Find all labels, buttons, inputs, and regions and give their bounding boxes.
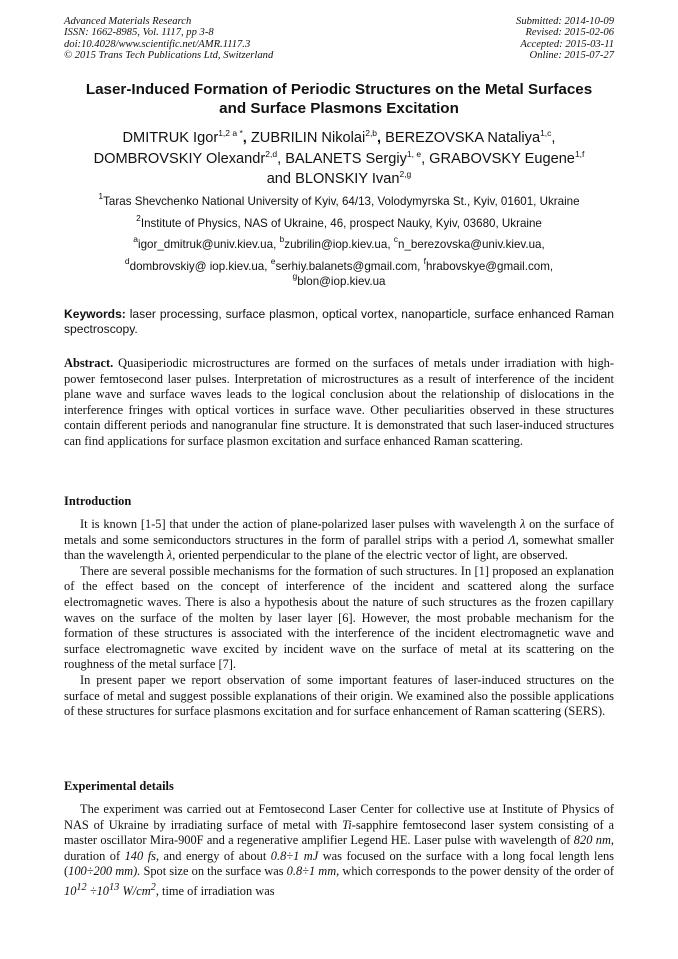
experimental-paragraph-1 bbox=[64, 802, 614, 900]
exponent: 2 bbox=[150, 881, 156, 893]
email-line-2 bbox=[40, 256, 638, 273]
text-run: , time of irradiation was bbox=[155, 884, 275, 899]
email-line-3 bbox=[40, 271, 638, 288]
text-run: on the surface of metals and some semiconductors structures in the form of parallel strips with a period bbox=[64, 517, 614, 547]
title-line-1: Laser-Induced Formation of Periodic Structures on the Metal Surfaces bbox=[85, 81, 593, 98]
author-name: BLONSKIY Ivan bbox=[295, 171, 400, 187]
text-run: , which corresponds to the power density of the order of bbox=[336, 864, 614, 879]
exponent: 13 bbox=[109, 881, 120, 893]
text-run: , somewhat smaller than the wavelength bbox=[64, 532, 614, 563]
author-sep: , bbox=[551, 130, 556, 146]
email: zubrilin@iop.kiev.ua, bbox=[284, 238, 394, 251]
affiliation-2 bbox=[40, 213, 638, 230]
journal-info bbox=[64, 16, 273, 62]
symbol-lambda: λ bbox=[519, 517, 526, 531]
symbol-period: Λ bbox=[508, 532, 516, 547]
affil-text: Taras Shevchenko National University of Kyiv, 64/13, Volodymyrska St., Kyiv, 01601, Ukraine bbox=[103, 195, 580, 208]
author-name: BALANETS Sergiy bbox=[285, 150, 407, 167]
text-italic: 140 fs bbox=[124, 848, 156, 863]
email: dombrovskiy@ iop.kiev.ua, bbox=[129, 260, 271, 273]
paper-title bbox=[40, 80, 638, 118]
text-run: , duration of bbox=[64, 833, 614, 863]
author-affil-sup: 1,f bbox=[574, 148, 585, 159]
email: blon@iop.kiev.ua bbox=[297, 275, 386, 288]
author-affil-sup: 1, e bbox=[406, 148, 422, 159]
abstract-text: Quasiperiodic microstructures are formed on the surfaces of metals under irradiation with high-power femtosecond laser pulses. Interpretation of microstructures as a result of interference of the incident plane wave and surface waves leads to the logical conclusion about the relationship of dislocations in the interference fringes with optical vortices in surface wave. Other peculiarities observed in these structures contain different periods and nanogranular fine structure. It is demonstrated that such laser-induced structures can find applications for surface plasmon excitation and surface enhanced Raman scattering. bbox=[64, 356, 614, 448]
exponent: 12 bbox=[76, 881, 87, 893]
text-italic: 0.8÷1 mJ bbox=[270, 848, 319, 863]
email-sup: b bbox=[279, 234, 285, 244]
abstract bbox=[64, 356, 614, 450]
journal-doi: doi:10.4028/www.scientific.net/AMR.1117.3 bbox=[64, 38, 251, 50]
email: igor_dmitruk@univ.kiev.ua, bbox=[138, 238, 280, 251]
email-sup: a bbox=[133, 234, 139, 244]
author-affil-sup: 2,g bbox=[399, 169, 412, 179]
introduction-heading: Introduction bbox=[64, 494, 132, 508]
email-sup: g bbox=[292, 271, 298, 281]
text-run: -sapphire femtosecond laser system consisting of a master oscillator Mira-900F and a regenerative amplifier Legend HE. Laser pulse with wavelength of bbox=[64, 817, 614, 848]
introduction-body bbox=[64, 517, 614, 720]
author-name: DOMBROVSKIY Olexandr bbox=[93, 150, 266, 167]
author-name: ZUBRILIN Nikolai bbox=[250, 130, 366, 146]
affil-sup: 1 bbox=[98, 191, 104, 201]
email: n_berezovska@univ.kiev.ua, bbox=[398, 238, 545, 251]
title-line-2: and Surface Plasmons Excitation bbox=[219, 100, 459, 117]
author-name: DMITRUK Igor bbox=[122, 130, 219, 146]
text-italic: Ti bbox=[342, 817, 352, 832]
revised-date: Revised: 2015-02-06 bbox=[525, 27, 614, 39]
journal-copyright: © 2015 Trans Tech Publications Ltd, Switzerland bbox=[64, 50, 274, 62]
email-sup: f bbox=[423, 256, 426, 266]
text-italic: W/cm bbox=[119, 884, 151, 899]
author-affil-sup: 1,c bbox=[540, 128, 552, 138]
affil-sup: 2 bbox=[136, 213, 141, 223]
accepted-date: Accepted: 2015-03-11 bbox=[520, 38, 614, 50]
author-sep: , bbox=[242, 130, 251, 146]
keywords bbox=[64, 307, 614, 337]
intro-paragraph-2: There are several possible mechanisms for the formation of such structures. In [1] proposed an explanation of the effect based on the concept of interference of the incident and scattered along the surface electromagnetic waves. There is also a hypothesis about the nature of such structures as the frozen capillary waves on the surface of the molten by laser layer [6]. However, the most probable mechanism for the formation of these structures is associated with the interference of the incident electromagnetic wave and surface electromagnetic wave excited by incident wave on the surface of metal at its scattering on the roughness of the metal surface [7]. bbox=[64, 563, 614, 672]
experimental-heading: Experimental details bbox=[64, 779, 174, 793]
text-italic: 820 nm bbox=[573, 833, 611, 848]
text-italic: 100÷200 mm). bbox=[68, 864, 141, 879]
author-affil-sup: 2,d bbox=[265, 148, 278, 159]
online-date: Online: 2015-07-27 bbox=[529, 50, 614, 62]
email-sup: c bbox=[393, 234, 399, 244]
author-sep: , bbox=[421, 150, 430, 167]
author-affil-sup: 1,2 a * bbox=[218, 128, 243, 138]
email-line-1 bbox=[40, 234, 638, 251]
journal-name: Advanced Materials Research bbox=[64, 16, 192, 27]
text-italic: ÷10 bbox=[86, 884, 110, 899]
text-run: was focused on the surface with a long focal length lens ( bbox=[64, 848, 615, 879]
text-run: Spot size on the surface was bbox=[140, 864, 287, 879]
text-run: It is known [1-5] that under the action of plane-polarized laser pulses with wavelength bbox=[80, 517, 520, 531]
keywords-label: Keywords: bbox=[64, 307, 126, 321]
keywords-text: laser processing, surface plasmon, optical vortex, nanoparticle, surface enhanced Raman spectroscopy. bbox=[64, 307, 614, 336]
email: hrabovskye@gmail.com, bbox=[425, 260, 554, 273]
author-list bbox=[40, 128, 638, 190]
text-italic: 0.8÷1 mm bbox=[286, 864, 337, 879]
power-density bbox=[64, 881, 156, 899]
intro-paragraph-3: In present paper we report observation of some important features of laser-induced structures on the surface of metal and suggest possible explanations of their origin. We examined also the possible applications of these structures for surface plasmons excitation and for surface enhancement of Raman scattering (SERS). bbox=[64, 672, 614, 719]
author-name: GRABOVSKY Eugene bbox=[429, 150, 575, 167]
email-sup: d bbox=[124, 256, 130, 266]
text-run: The experiment was carried out at Femtosecond Laser Center for collective use at Institute of Physics of NAS of Ukraine by irradiating surface of metal with bbox=[64, 802, 614, 832]
author-sep: , bbox=[277, 150, 286, 167]
author-and: and bbox=[266, 171, 296, 187]
affiliation-1 bbox=[40, 191, 638, 208]
text-run: , oriented perpendicular to the plane of the electric vector of light, are observed. bbox=[172, 548, 568, 563]
journal-issn: ISSN: 1662-8985, Vol. 1117, pp 3-8 bbox=[64, 27, 214, 39]
text-italic: 10 bbox=[64, 884, 77, 899]
author-sep: , bbox=[377, 130, 386, 146]
intro-paragraph-1 bbox=[64, 517, 614, 564]
abstract-label: Abstract. bbox=[64, 356, 114, 370]
email-sup: e bbox=[270, 256, 276, 266]
author-affil-sup: 2,b bbox=[365, 128, 378, 138]
author-name: BEREZOVSKA Nataliya bbox=[385, 130, 541, 146]
email: serhiy.balanets@gmail.com, bbox=[275, 260, 424, 273]
publication-dates bbox=[516, 16, 614, 62]
submitted-date: Submitted: 2014-10-09 bbox=[516, 16, 614, 27]
experimental-body bbox=[64, 802, 614, 900]
affil-text: Institute of Physics, NAS of Ukraine, 46, prospect Nauky, Kyiv, 03680, Ukraine bbox=[140, 217, 542, 230]
symbol-lambda: λ bbox=[166, 548, 173, 563]
text-run: , and energy of about bbox=[155, 848, 271, 863]
